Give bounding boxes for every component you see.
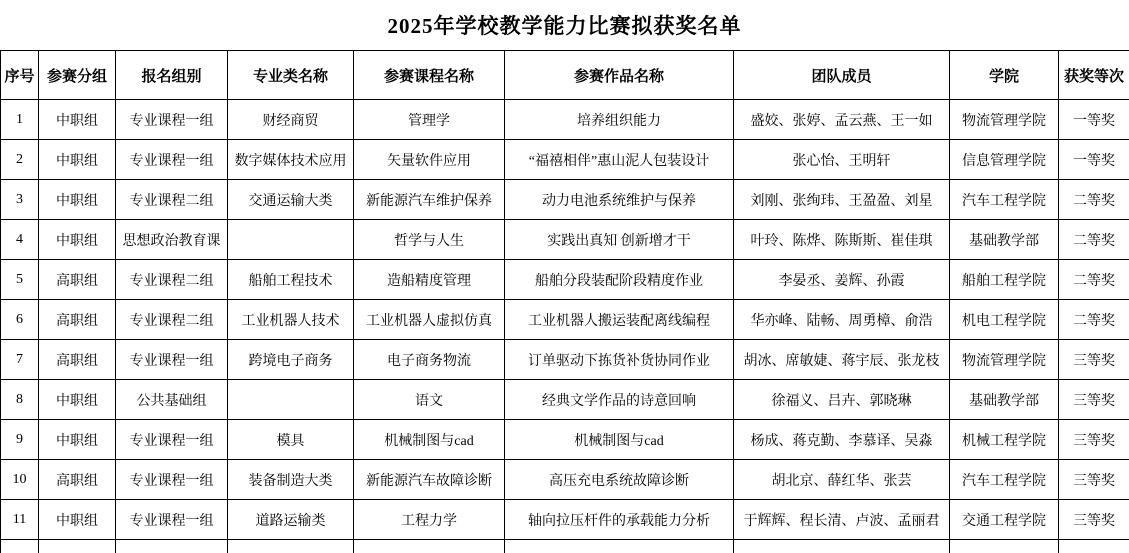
table-cell: 中职组 bbox=[39, 220, 116, 260]
table-cell: 动力电池系统维护与保养 bbox=[505, 180, 734, 220]
table-cell bbox=[1059, 540, 1129, 553]
table-cell: 二等奖 bbox=[1059, 300, 1129, 340]
column-header: 参赛分组 bbox=[39, 51, 116, 100]
table-cell: 汽车工程学院 bbox=[950, 180, 1059, 220]
table-cell: 机械工程学院 bbox=[950, 420, 1059, 460]
table-row bbox=[1, 340, 1129, 380]
table-cell bbox=[39, 540, 116, 553]
table-cell: 高职组 bbox=[39, 260, 116, 300]
table-cell: 中职组 bbox=[39, 140, 116, 180]
table-cell: 工程力学 bbox=[354, 500, 505, 540]
table-cell: 8 bbox=[1, 380, 39, 420]
table-cell: 4 bbox=[1, 220, 39, 260]
table-cell: “福禧相伴”惠山泥人包装设计 bbox=[505, 140, 734, 180]
table-cell: 物流管理学院 bbox=[950, 340, 1059, 380]
column-header: 获奖等次 bbox=[1059, 51, 1129, 100]
column-header: 参赛作品名称 bbox=[505, 51, 734, 100]
table-row bbox=[1, 260, 1129, 300]
table-cell: 专业课程一组 bbox=[116, 420, 228, 460]
table-cell: 中职组 bbox=[39, 420, 116, 460]
table-cell: 李晏丞、姜辉、孙霞 bbox=[734, 260, 950, 300]
table-cell: 工业机器人技术 bbox=[228, 300, 354, 340]
table-cell bbox=[228, 220, 354, 260]
table-cell: 9 bbox=[1, 420, 39, 460]
table-cell bbox=[950, 540, 1059, 553]
table-cell: 经典文学作品的诗意回响 bbox=[505, 380, 734, 420]
table-cell: 船舶工程学院 bbox=[950, 260, 1059, 300]
table-cell: 新能源汽车维护保养 bbox=[354, 180, 505, 220]
table-cell: 6 bbox=[1, 300, 39, 340]
table-cell: 一等奖 bbox=[1059, 140, 1129, 180]
table-cell: 培养组织能力 bbox=[505, 100, 734, 140]
table-row bbox=[1, 220, 1129, 260]
table-cell: 胡北京、薛红华、张芸 bbox=[734, 460, 950, 500]
table-cell: 二等奖 bbox=[1059, 220, 1129, 260]
table-row bbox=[1, 140, 1129, 180]
table-cell: 道路运输类 bbox=[228, 500, 354, 540]
table-cell: 机电工程学院 bbox=[950, 300, 1059, 340]
table-cell: 叶玲、陈烨、陈斯斯、崔佳琪 bbox=[734, 220, 950, 260]
table-cell: 机械制图与cad bbox=[354, 420, 505, 460]
table-cell: 三等奖 bbox=[1059, 340, 1129, 380]
table-cell: 机械制图与cad bbox=[505, 420, 734, 460]
column-header: 团队成员 bbox=[734, 51, 950, 100]
title-bar bbox=[0, 0, 1129, 50]
table-cell bbox=[354, 540, 505, 553]
table-cell: 矢量软件应用 bbox=[354, 140, 505, 180]
table-cell bbox=[1, 540, 39, 553]
table-cell: 专业课程二组 bbox=[116, 180, 228, 220]
table-cell: 盛姣、张婷、孟云燕、王一如 bbox=[734, 100, 950, 140]
table-cell: 三等奖 bbox=[1059, 380, 1129, 420]
column-header: 参赛课程名称 bbox=[354, 51, 505, 100]
table-cell: 电子商务物流 bbox=[354, 340, 505, 380]
table-cell: 信息管理学院 bbox=[950, 140, 1059, 180]
table-row bbox=[1, 420, 1129, 460]
table-cell: 物流管理学院 bbox=[950, 100, 1059, 140]
table-cell: 实践出真知 创新增才干 bbox=[505, 220, 734, 260]
table-cell: 装备制造大类 bbox=[228, 460, 354, 500]
table-cell bbox=[734, 540, 950, 553]
table-cell: 高职组 bbox=[39, 340, 116, 380]
table-cell: 5 bbox=[1, 260, 39, 300]
table-cell: 专业课程一组 bbox=[116, 500, 228, 540]
table-cell: 基础教学部 bbox=[950, 220, 1059, 260]
table-cell: 基础教学部 bbox=[950, 380, 1059, 420]
table-cell bbox=[228, 540, 354, 553]
column-header: 专业类名称 bbox=[228, 51, 354, 100]
table-cell: 7 bbox=[1, 340, 39, 380]
table-cell: 船舶分段装配阶段精度作业 bbox=[505, 260, 734, 300]
table-cell: 数字媒体技术应用 bbox=[228, 140, 354, 180]
table-cell: 高职组 bbox=[39, 300, 116, 340]
table-cell: 汽车工程学院 bbox=[950, 460, 1059, 500]
table-cell: 交通运输大类 bbox=[228, 180, 354, 220]
table-cell: 11 bbox=[1, 500, 39, 540]
table-cell: 于辉辉、程长清、卢波、孟丽君 bbox=[734, 500, 950, 540]
table-cell: 专业课程二组 bbox=[116, 300, 228, 340]
table-cell: 10 bbox=[1, 460, 39, 500]
table-cell bbox=[505, 540, 734, 553]
table-cell: 高职组 bbox=[39, 460, 116, 500]
table-cell: 中职组 bbox=[39, 380, 116, 420]
table-row bbox=[1, 380, 1129, 420]
table-cell: 管理学 bbox=[354, 100, 505, 140]
table-cell: 新能源汽车故障诊断 bbox=[354, 460, 505, 500]
table-cell: 工业机器人搬运装配离线编程 bbox=[505, 300, 734, 340]
table-cell: 专业课程一组 bbox=[116, 140, 228, 180]
table-cell bbox=[228, 380, 354, 420]
table-cell: 三等奖 bbox=[1059, 420, 1129, 460]
table-cell: 轴向拉压杆件的承载能力分析 bbox=[505, 500, 734, 540]
table-cell: 三等奖 bbox=[1059, 500, 1129, 540]
table-cell: 语文 bbox=[354, 380, 505, 420]
table-cell: 思想政治教育课 bbox=[116, 220, 228, 260]
table-cell: 专业课程二组 bbox=[116, 260, 228, 300]
table-cell: 中职组 bbox=[39, 500, 116, 540]
award-table bbox=[0, 50, 1129, 553]
table-cell: 张心怡、王明轩 bbox=[734, 140, 950, 180]
page-title: 2025年学校教学能力比赛拟获奖名单 bbox=[387, 14, 742, 38]
table-cell: 订单驱动下拣货补货协同作业 bbox=[505, 340, 734, 380]
table-cell bbox=[116, 540, 228, 553]
table-row bbox=[1, 460, 1129, 500]
table-cell: 中职组 bbox=[39, 100, 116, 140]
table-cell: 专业课程一组 bbox=[116, 460, 228, 500]
table-cell: 中职组 bbox=[39, 180, 116, 220]
table-cell: 跨境电子商务 bbox=[228, 340, 354, 380]
table-row bbox=[1, 180, 1129, 220]
table-cell: 造船精度管理 bbox=[354, 260, 505, 300]
column-header: 学院 bbox=[950, 51, 1059, 100]
table-cell: 2 bbox=[1, 140, 39, 180]
table-cell: 胡冰、席敏婕、蒋宇辰、张龙枝 bbox=[734, 340, 950, 380]
table-cell: 徐福义、吕卉、郭晓琳 bbox=[734, 380, 950, 420]
table-cell: 交通工程学院 bbox=[950, 500, 1059, 540]
table-cell: 二等奖 bbox=[1059, 180, 1129, 220]
table-cell: 1 bbox=[1, 100, 39, 140]
column-header: 序号 bbox=[1, 51, 39, 100]
header-row bbox=[1, 51, 1129, 100]
table-row bbox=[1, 300, 1129, 340]
table-cell: 三等奖 bbox=[1059, 460, 1129, 500]
table-cell: 高压充电系统故障诊断 bbox=[505, 460, 734, 500]
table-cell: 3 bbox=[1, 180, 39, 220]
table-row bbox=[1, 500, 1129, 540]
table-cell: 工业机器人虚拟仿真 bbox=[354, 300, 505, 340]
table-body bbox=[1, 100, 1129, 553]
table-row bbox=[1, 100, 1129, 140]
table-cell: 财经商贸 bbox=[228, 100, 354, 140]
table-cell: 专业课程一组 bbox=[116, 340, 228, 380]
table-cell: 船舶工程技术 bbox=[228, 260, 354, 300]
table-cell: 一等奖 bbox=[1059, 100, 1129, 140]
table-cell: 二等奖 bbox=[1059, 260, 1129, 300]
table-cell: 杨成、蒋克勤、李慕译、吴淼 bbox=[734, 420, 950, 460]
table-cell: 模具 bbox=[228, 420, 354, 460]
table-cell: 华亦峰、陆畅、周勇樟、俞浩 bbox=[734, 300, 950, 340]
table-cell: 刘刚、张绚玮、王盈盈、刘星 bbox=[734, 180, 950, 220]
column-header: 报名组别 bbox=[116, 51, 228, 100]
table-cell: 哲学与人生 bbox=[354, 220, 505, 260]
table-row-partial bbox=[1, 540, 1129, 553]
table-cell: 公共基础组 bbox=[116, 380, 228, 420]
table-cell: 专业课程一组 bbox=[116, 100, 228, 140]
